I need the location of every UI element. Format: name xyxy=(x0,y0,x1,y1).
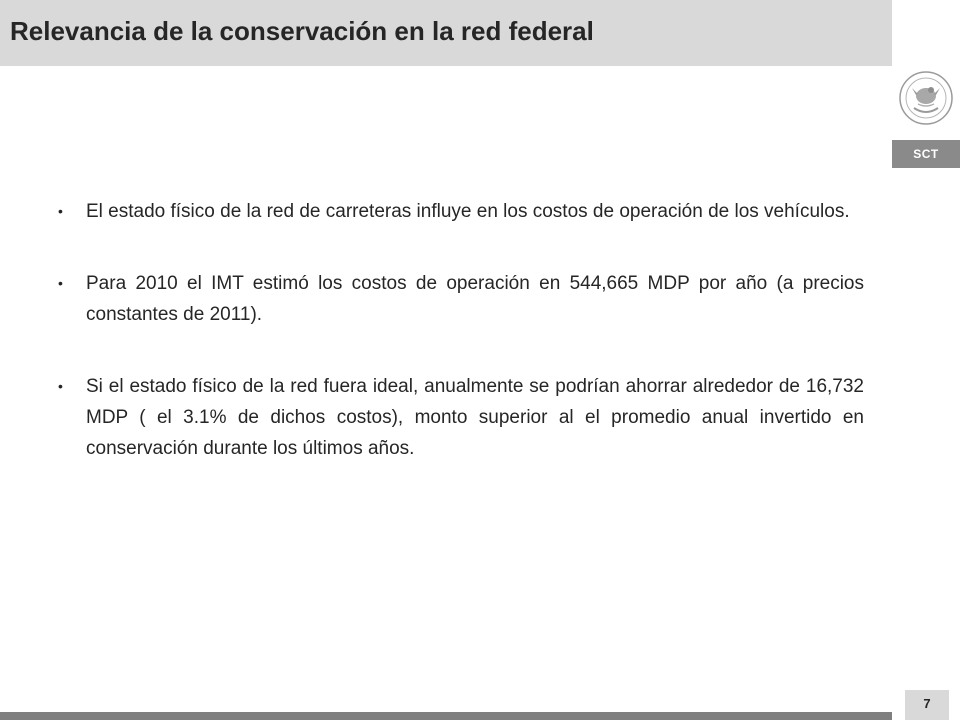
coat-of-arms-seal-icon xyxy=(898,68,954,130)
sct-label: SCT xyxy=(892,140,960,168)
bullet-list xyxy=(58,196,864,505)
list-item xyxy=(58,268,864,330)
bullet-icon: • xyxy=(58,275,63,291)
slide-title: Relevancia de la conservación en la red federal xyxy=(10,16,594,46)
bottom-bar xyxy=(0,712,892,720)
bullet-text: El estado físico de la red de carreteras influye en los costos de operación de los vehículos. xyxy=(86,201,850,222)
title-bar xyxy=(0,0,892,66)
page-number-box xyxy=(905,690,949,720)
page-number: 7 xyxy=(923,696,931,711)
bullet-text: Para 2010 el IMT estimó los costos de operación en 544,665 MDP por año (a precios constantes de 2011). xyxy=(86,273,864,325)
list-item xyxy=(58,196,864,227)
bullet-icon: • xyxy=(58,378,63,394)
bullet-text: Si el estado físico de la red fuera ideal, anualmente se podrían ahorrar alrededor de 16,732 MDP ( el 3.1% de dichos costos), monto superior al el promedio anual invertido en conservación durante los últimos años. xyxy=(86,376,864,459)
list-item xyxy=(58,371,864,464)
bullet-icon: • xyxy=(58,203,63,219)
